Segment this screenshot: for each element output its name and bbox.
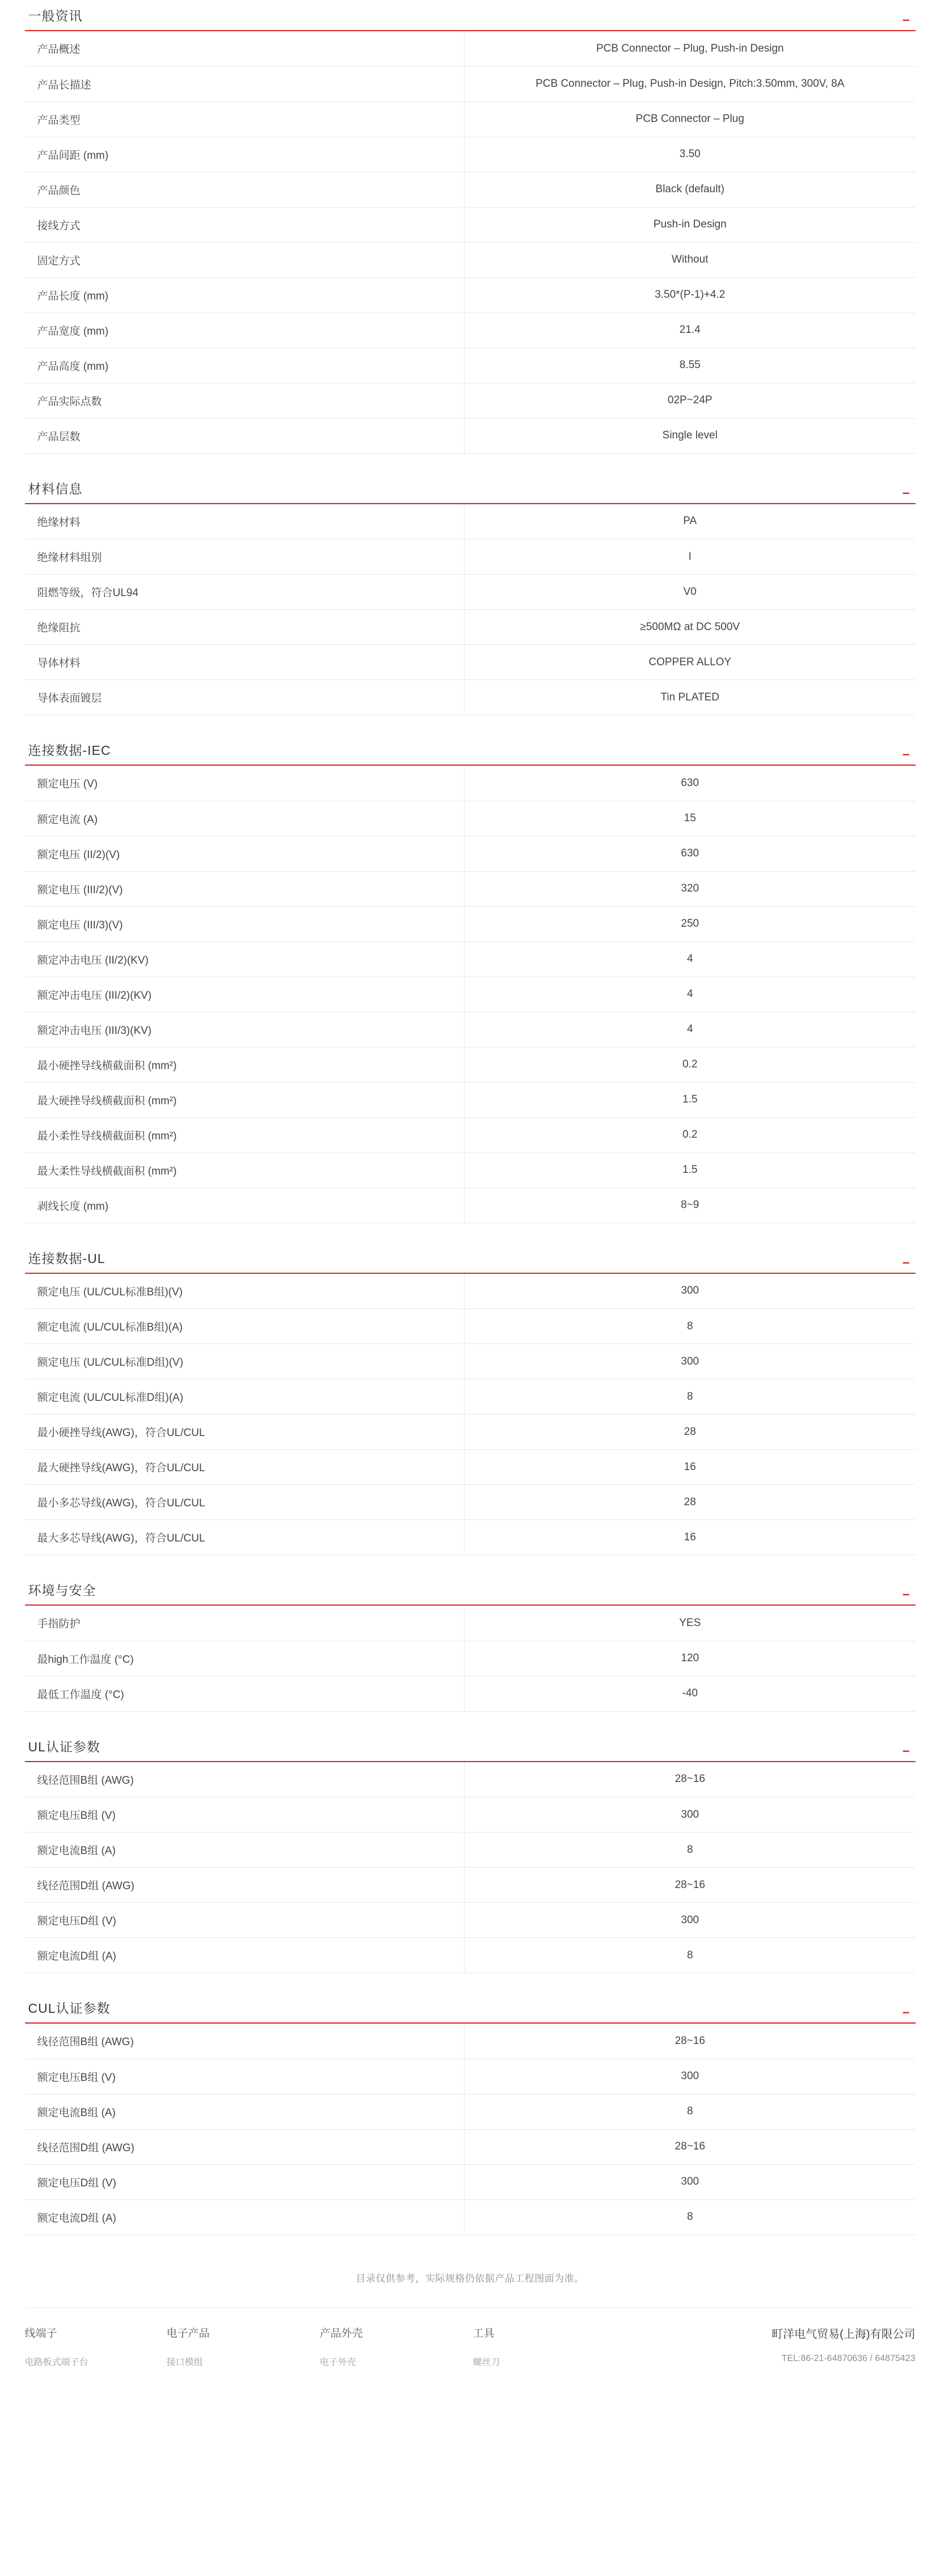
spec-table (25, 31, 916, 454)
spec-value: PCB Connector – Plug, Push-in Design (465, 31, 916, 66)
spec-value: Push-in Design (465, 207, 916, 242)
table-row (25, 871, 916, 906)
spec-key: 产品高度 (mm) (25, 348, 465, 383)
spec-value: 28~16 (465, 2129, 916, 2164)
section-general-info (25, 6, 916, 454)
table-row (25, 383, 916, 418)
table-row (25, 348, 916, 383)
spec-table (25, 504, 916, 716)
section-header (25, 740, 916, 766)
spec-value: 8 (465, 1938, 916, 1973)
spec-key: 产品类型 (25, 102, 465, 137)
spec-value: PA (465, 504, 916, 539)
section-title: 一般资讯 (28, 9, 83, 23)
spec-key: 产品颜色 (25, 172, 465, 207)
spec-key: 最大硬挫导线(AWG)，符合UL/CUL (25, 1450, 465, 1485)
spec-key: 绝缘材料 (25, 504, 465, 539)
spec-value: Without (465, 242, 916, 277)
spec-value: YES (465, 1606, 916, 1641)
spec-key: 产品长度 (mm) (25, 277, 465, 313)
spec-value: 4 (465, 1012, 916, 1047)
collapse-toggle-icon[interactable]: − (902, 485, 910, 500)
spec-key: 额定电压 (V) (25, 766, 465, 801)
site-footer (25, 2307, 916, 2376)
section-header (25, 1248, 916, 1274)
collapse-toggle-icon[interactable]: − (902, 13, 910, 27)
spec-key: 额定电流B组 (A) (25, 1832, 465, 1868)
spec-key: 手指防护 (25, 1606, 465, 1641)
table-row (25, 1344, 916, 1379)
spec-value: 630 (465, 766, 916, 801)
table-row (25, 2199, 916, 2235)
section-title: 环境与安全 (28, 1583, 96, 1598)
spec-value: 3.50 (465, 137, 916, 172)
footer-link[interactable]: 接口模组 (166, 2357, 203, 2367)
spec-value: ≥500MΩ at DC 500V (465, 610, 916, 645)
footer-link[interactable]: 电路板式端子台 (24, 2357, 88, 2367)
spec-value: 8.55 (465, 348, 916, 383)
spec-value: I (465, 539, 916, 575)
spec-value: 02P~24P (465, 383, 916, 418)
spec-value: 300 (465, 1797, 916, 1832)
spec-value: 630 (465, 836, 916, 871)
spec-key: 导体材料 (25, 645, 465, 680)
spec-key: 额定电流 (UL/CUL标准D组)(A) (25, 1379, 465, 1414)
spec-key: 线径范围D组 (AWG) (25, 2129, 465, 2164)
spec-value: 8 (465, 1379, 916, 1414)
spec-key: 额定电压 (III/3)(V) (25, 906, 465, 941)
table-row (25, 418, 916, 453)
spec-value: COPPER ALLOY (465, 645, 916, 680)
spec-key: 额定冲击电压 (II/2)(KV) (25, 941, 465, 977)
table-row (25, 1676, 916, 1711)
table-row (25, 2094, 916, 2129)
table-row (25, 610, 916, 645)
spec-value: Single level (465, 418, 916, 453)
section-connection-data-iec (25, 740, 916, 1223)
spec-value: 4 (465, 977, 916, 1012)
spec-key: 剥线长度 (mm) (25, 1188, 465, 1223)
section-title: UL认证参数 (28, 1739, 100, 1754)
company-telephone: TEL:86-21-64870636 / 64875423 (781, 2353, 916, 2363)
table-row (25, 207, 916, 242)
section-header (25, 1737, 916, 1762)
spec-value: 300 (465, 2059, 916, 2094)
spec-key: 最大多芯导线(AWG)，符合UL/CUL (25, 1520, 465, 1555)
table-row (25, 1832, 916, 1868)
table-row (25, 1450, 916, 1485)
section-ul-certification (25, 1737, 916, 1974)
table-row (25, 66, 916, 102)
spec-key: 额定电压D组 (V) (25, 1903, 465, 1938)
spec-key: 额定电流D组 (A) (25, 2199, 465, 2235)
table-row (25, 1047, 916, 1082)
footer-column-enclosures (320, 2325, 473, 2376)
section-title: 材料信息 (28, 481, 83, 496)
spec-key: 最小硬挫导线横截面积 (mm²) (25, 1047, 465, 1082)
table-row (25, 645, 916, 680)
spec-key: 固定方式 (25, 242, 465, 277)
footer-heading: 产品外壳 (319, 2327, 363, 2339)
table-row (25, 102, 916, 137)
table-row (25, 1641, 916, 1676)
spec-key: 产品层数 (25, 418, 465, 453)
spec-key: 最小硬挫导线(AWG)，符合UL/CUL (25, 1414, 465, 1450)
spec-table (25, 1274, 916, 1556)
spec-key: 产品宽度 (mm) (25, 313, 465, 348)
table-row (25, 1762, 916, 1797)
spec-value: 4 (465, 941, 916, 977)
footer-contact (772, 2325, 915, 2376)
spec-value: PCB Connector – Plug, Push-in Design, Pitch:3.50mm, 300V, 8A (465, 66, 916, 102)
table-row (25, 2129, 916, 2164)
table-row (25, 1082, 916, 1117)
section-title: CUL认证参数 (28, 2001, 111, 2016)
spec-key: 额定电压B组 (V) (25, 1797, 465, 1832)
spec-key: 额定电流 (A) (25, 801, 465, 836)
table-row (25, 1485, 916, 1520)
table-row (25, 1414, 916, 1450)
spec-key: 额定电流D组 (A) (25, 1938, 465, 1973)
spec-value: PCB Connector – Plug (465, 102, 916, 137)
spec-key: 额定电压 (III/2)(V) (25, 871, 465, 906)
spec-key: 额定电压 (UL/CUL标准B组)(V) (25, 1274, 465, 1309)
table-row (25, 575, 916, 610)
table-row (25, 1274, 916, 1309)
spec-key: 绝缘阻抗 (25, 610, 465, 645)
section-connection-data-ul (25, 1248, 916, 1556)
table-row (25, 1309, 916, 1344)
spec-table (25, 1606, 916, 1712)
collapse-toggle-icon[interactable]: − (902, 1743, 910, 1758)
table-row (25, 1152, 916, 1188)
section-header (25, 1998, 916, 2024)
spec-value: V0 (465, 575, 916, 610)
spec-key: 产品间距 (mm) (25, 137, 465, 172)
spec-value: 120 (465, 1641, 916, 1676)
collapse-toggle-icon[interactable]: − (902, 1255, 910, 1270)
spec-key: 最high工作温度 (°C) (25, 1641, 465, 1676)
spec-value: 0.2 (465, 1047, 916, 1082)
spec-key: 产品长描述 (25, 66, 465, 102)
table-row (25, 313, 916, 348)
table-row (25, 172, 916, 207)
table-row (25, 1606, 916, 1641)
table-row (25, 766, 916, 801)
footer-link[interactable]: 螺丝刀 (473, 2357, 500, 2367)
spec-value: 28 (465, 1485, 916, 1520)
section-title: 连接数据-UL (28, 1251, 106, 1266)
spec-value: 3.50*(P-1)+4.2 (465, 277, 916, 313)
table-row (25, 277, 916, 313)
spec-table (25, 766, 916, 1223)
table-row (25, 2164, 916, 2199)
spec-key: 额定冲击电压 (III/2)(KV) (25, 977, 465, 1012)
spec-value: 8~9 (465, 1188, 916, 1223)
spec-key: 最小多芯导线(AWG)，符合UL/CUL (25, 1485, 465, 1520)
collapse-toggle-icon[interactable]: − (902, 748, 910, 762)
table-row (25, 1868, 916, 1903)
spec-value: 8 (465, 2094, 916, 2129)
table-row (25, 1188, 916, 1223)
spec-value: -40 (465, 1676, 916, 1711)
disclaimer-note: 目录仅供参考，实际规格仍依据产品工程图面为准。 (356, 2273, 584, 2284)
spec-key: 额定电流 (UL/CUL标准B组)(A) (25, 1309, 465, 1344)
section-header (25, 479, 916, 504)
section-title: 连接数据-IEC (28, 743, 111, 758)
spec-value: 300 (465, 1274, 916, 1309)
spec-value: 28 (465, 1414, 916, 1450)
spec-key: 绝缘材料组别 (25, 539, 465, 575)
spec-value: 1.5 (465, 1152, 916, 1188)
section-cul-certification (25, 1998, 916, 2235)
spec-value: 8 (465, 2199, 916, 2235)
company-name: 町洋电气贸易(上海)有限公司 (772, 2328, 916, 2341)
section-environment-safety (25, 1580, 916, 1712)
spec-value: 8 (465, 1309, 916, 1344)
section-header (25, 1580, 916, 1606)
footer-heading: 电子产品 (166, 2327, 210, 2339)
footer-column-electronics (167, 2325, 320, 2376)
table-row (25, 1797, 916, 1832)
spec-key: 最低工作温度 (°C) (25, 1676, 465, 1711)
spec-value: 300 (465, 1903, 916, 1938)
table-row (25, 680, 916, 715)
spec-key: 额定电压D组 (V) (25, 2164, 465, 2199)
spec-table (25, 2024, 916, 2235)
spec-value: 1.5 (465, 1082, 916, 1117)
table-row (25, 1379, 916, 1414)
footer-column-tools (473, 2325, 626, 2376)
table-row (25, 906, 916, 941)
spec-value: 250 (465, 906, 916, 941)
spec-table (25, 1762, 916, 1974)
table-row (25, 836, 916, 871)
spec-key: 额定冲击电压 (III/3)(KV) (25, 1012, 465, 1047)
spec-value: 300 (465, 1344, 916, 1379)
footer-link[interactable]: 电子外壳 (319, 2357, 356, 2367)
table-row (25, 1012, 916, 1047)
table-row (25, 137, 916, 172)
footer-heading: 线端子 (24, 2327, 57, 2339)
spec-value: 15 (465, 801, 916, 836)
table-row (25, 1938, 916, 1973)
spec-key: 导体表面镀层 (25, 680, 465, 715)
table-row (25, 1903, 916, 1938)
spec-sections (25, 0, 916, 2284)
table-row (25, 941, 916, 977)
section-header (25, 6, 916, 31)
spec-value: 16 (465, 1450, 916, 1485)
table-row (25, 1117, 916, 1152)
spec-key: 额定电压 (UL/CUL标准D组)(V) (25, 1344, 465, 1379)
table-row (25, 2059, 916, 2094)
spec-key: 额定电压 (II/2)(V) (25, 836, 465, 871)
spec-value: 300 (465, 2164, 916, 2199)
table-row (25, 242, 916, 277)
spec-value: 28~16 (465, 2024, 916, 2059)
section-material-info (25, 479, 916, 716)
spec-value: 8 (465, 1832, 916, 1868)
spec-value: Tin PLATED (465, 680, 916, 715)
spec-value: 28~16 (465, 1868, 916, 1903)
table-row (25, 539, 916, 575)
spec-key: 接线方式 (25, 207, 465, 242)
spec-key: 最小柔性导线横截面积 (mm²) (25, 1117, 465, 1152)
table-row (25, 504, 916, 539)
footer-heading: 工具 (473, 2327, 495, 2339)
spec-key: 线径范围D组 (AWG) (25, 1868, 465, 1903)
spec-value: 16 (465, 1520, 916, 1555)
spec-key: 最大柔性导线横截面积 (mm²) (25, 1152, 465, 1188)
spec-key: 线径范围B组 (AWG) (25, 2024, 465, 2059)
spec-key: 线径范围B组 (AWG) (25, 1762, 465, 1797)
spec-value: Black (default) (465, 172, 916, 207)
table-row (25, 2024, 916, 2059)
spec-value: 21.4 (465, 313, 916, 348)
spec-key: 阻燃等级，符合UL94 (25, 575, 465, 610)
table-row (25, 31, 916, 66)
table-row (25, 801, 916, 836)
spec-key: 最大硬挫导线横截面积 (mm²) (25, 1082, 465, 1117)
spec-key: 产品概述 (25, 31, 465, 66)
collapse-toggle-icon[interactable]: − (902, 2005, 910, 2020)
spec-key: 产品实际点数 (25, 383, 465, 418)
spec-value: 28~16 (465, 1762, 916, 1797)
spec-value: 320 (465, 871, 916, 906)
collapse-toggle-icon[interactable]: − (902, 1587, 910, 1602)
footer-column-terminals (25, 2325, 167, 2376)
table-row (25, 1520, 916, 1555)
spec-value: 0.2 (465, 1117, 916, 1152)
spec-key: 额定电流B组 (A) (25, 2094, 465, 2129)
spec-key: 额定电压B组 (V) (25, 2059, 465, 2094)
table-row (25, 977, 916, 1012)
